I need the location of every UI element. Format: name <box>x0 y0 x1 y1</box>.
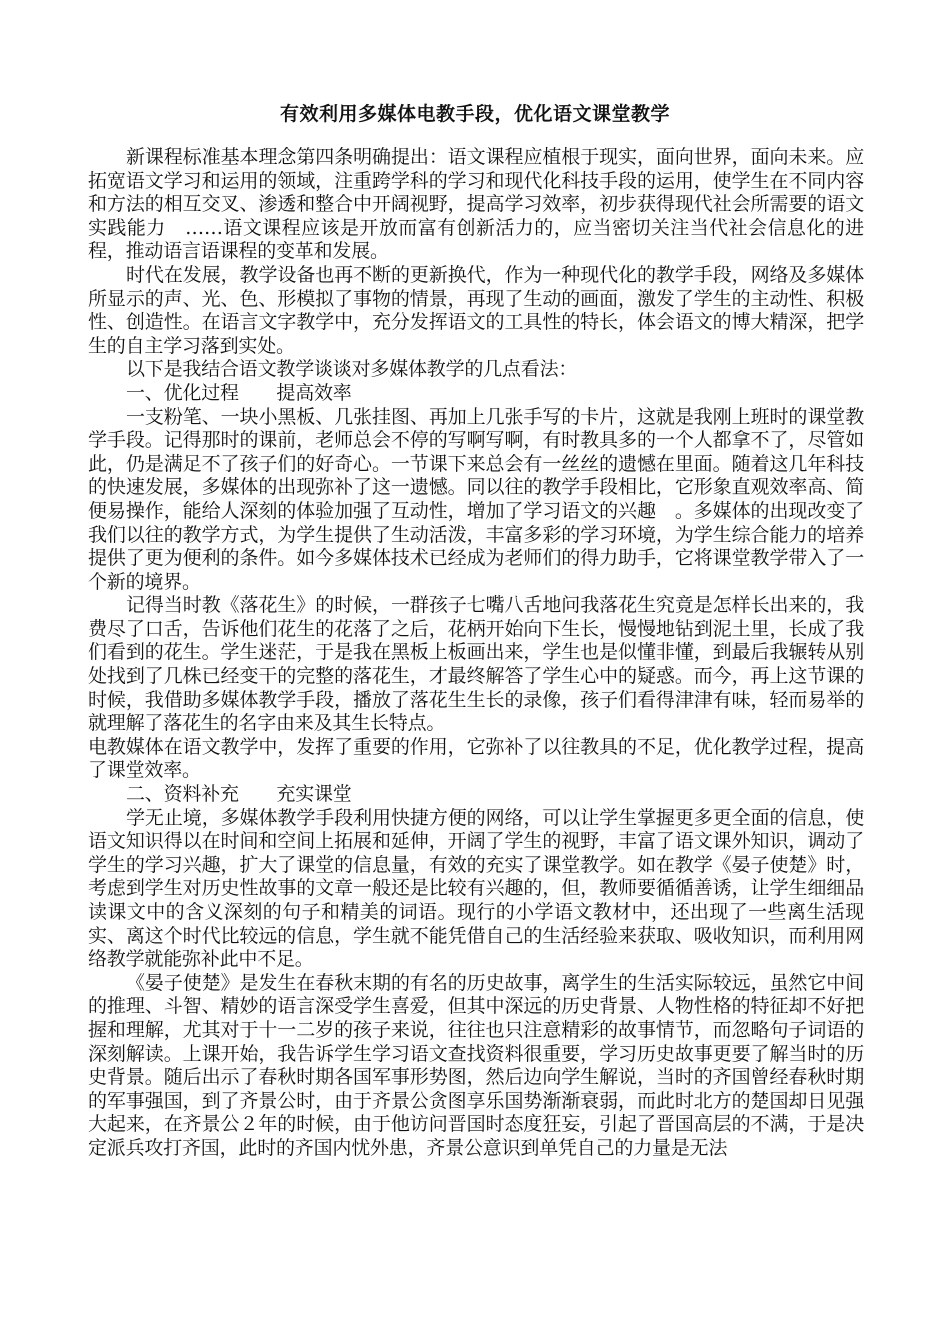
paragraph: 《晏子使楚》是发生在春秋末期的有名的历史故事，离学生的生活实际较远，虽然它中间的推理、斗智、精妙的语言深受学生喜爱，但其中深远的历史背景、人物性格的特征却不好把握和理解，尤其对于十一二岁的孩子来说，往往也只注意精彩的故事情节，而忽略句子词语的深刻解读。上课开始，我告诉学生学习语文查找资料很重要，学习历史故事更要了解当时的历史背景。随后出示了春秋时期各国军事形势图，然后边向学生解说，当时的齐国曾经春秋时期的军事强国，到了齐景公时，由于齐景公贪图享乐国势渐渐衰弱，而此时北方的楚国却日见强大起来，在齐景公２年的时候，由于他访问晋国时态度狂妄，引起了晋国高层的不满，于是决定派兵攻打齐国，此时的齐国内忧外患，齐景公意识到单凭自己的力量是无法 <box>88 971 864 1159</box>
paragraph: 以下是我结合语文教学谈谈对多媒体教学的几点看法： <box>126 358 578 381</box>
section-heading: 一、优化过程 提高效率 <box>126 381 352 404</box>
paragraph: 一支粉笔、一块小黑板、几张挂图、再加上几张手写的卡片，这就是我刚上班时的课堂教学手段。记得那时的课前，老师总会不停的写啊写啊，有时教具多的一个人都拿不了，尽管如此，仍是满足不了孩子们的好奇心。一节课下来总会有一丝丝的遗憾在里面。随着这几年科技的快速发展，多媒体的出现弥补了这一遗憾。同以往的教学手段相比，它形象直观效率高、简便易操作，能给人深刻的体验加强了互动性，增加了学习语文的兴趣 。多媒体的出现改变了我们以往的教学方式，为学生提供了生动活泼，丰富多彩的学习环境，为学生综合能力的培养提供了更为便利的条件。如今多媒体技术已经成为老师们的得力助手，它将课堂教学带入了一个新的境界。 <box>88 405 864 593</box>
section-heading: 二、资料补充 充实课堂 <box>126 783 352 806</box>
document-body <box>88 146 864 1161</box>
paragraph: 记得当时教《落花生》的时候，一群孩子七嘴八舌地问我落花生究竟是怎样长出来的，我费尽了口舌，告诉他们花生的花落了之后，花柄开始向下生长，慢慢地钻到泥土里，长成了我们看到的花生。学生迷茫，于是我在黑板上板画出来，学生也是似懂非懂，到最后我辗转从别处找到了几株已经变干的完整的落花生，才最终解答了学生心中的疑惑。而今，再上这节课的时候，我借助多媒体教学手段，播放了落花生生长的录像，孩子们看得津津有味，轻而易举的就理解了落花生的名字由来及其生长特点。 <box>88 594 864 735</box>
paragraph: 时代在发展，教学设备也再不断的更新换代，作为一种现代化的教学手段，网络及多媒体所显示的声、光、色、形模拟了事物的情景，再现了生动的画面，激发了学生的主动性、积极性、创造性。在语言文字教学中，充分发挥语文的工具性的特长，体会语文的博大精深，把学生的自主学习落到实处。 <box>88 263 864 357</box>
paragraph: 新课程标准基本理念第四条明确提出：语文课程应植根于现实，面向世界，面向未来。应拓宽语文学习和运用的领域，注重跨学科的学习和现代化科技手段的运用，使学生在不同内容和方法的相互交叉、渗透和整合中开阔视野，提高学习效率，初步获得现代社会所需要的语文实践能力 ……语文课程应该是开放而富有创新活力的，应当密切关注当代社会信息化的进程，推动语言语课程的变革和发展。 <box>88 146 864 263</box>
document-title: 有效利用多媒体电教手段，优化语文课堂教学 <box>279 103 670 125</box>
paragraph: 学无止境，多媒体教学手段利用快捷方便的网络，可以让学生掌握更多更全面的信息，使语文知识得以在时间和空间上拓展和延伸，开阔了学生的视野，丰富了语文课外知识，调动了学生的学习兴趣，扩大了课堂的信息量，有效的充实了课堂教学。如在教学《晏子使楚》时，考虑到学生对历史性故事的文章一般还是比较有兴趣的，但，教师要循循善诱，让学生细细品读课文中的含义深刻的句子和精美的词语。现行的小学语文教材中，还出现了一些离生活现实、离这个时代比较远的信息，学生就不能凭借自己的生活经验来获取、吸收知识，而利用网络教学就能弥补此中不足。 <box>88 806 864 971</box>
paragraph: 电教媒体在语文教学中，发挥了重要的作用，它弥补了以往教具的不足，优化教学过程，提高了课堂效率。 <box>88 735 864 782</box>
